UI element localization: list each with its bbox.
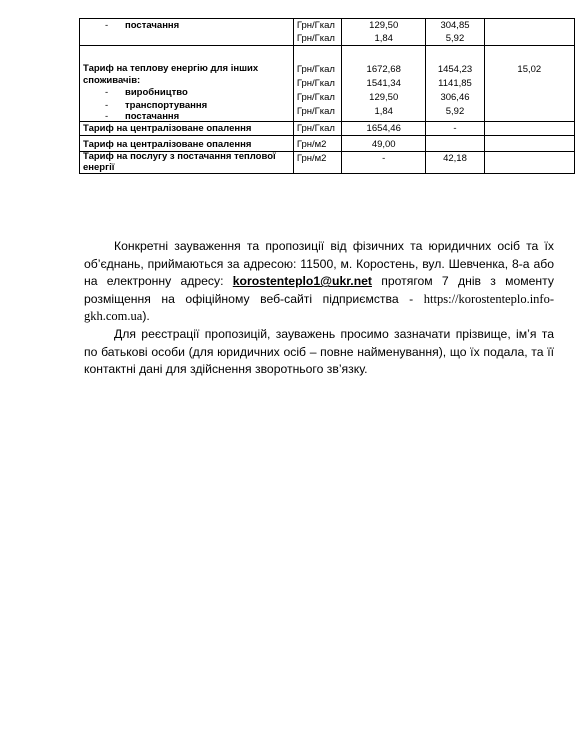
table-row <box>80 19 575 46</box>
email-link[interactable]: korostenteplo1@ukr.net <box>232 274 372 289</box>
row-label: Тариф на централізоване опалення <box>80 136 294 152</box>
value: 304,85 <box>440 20 470 31</box>
unit: Грн/Гкал <box>296 106 335 117</box>
value: 129,50 <box>369 92 399 103</box>
row-label <box>80 19 294 46</box>
value: 306,46 <box>440 92 470 103</box>
table-row <box>80 152 575 174</box>
value-cell <box>484 136 574 152</box>
paragraph-text: ). <box>142 309 150 324</box>
value-cell: 42,18 <box>426 152 484 174</box>
paragraph-registration: Для реєстрації пропозицій, зауважень просимо зазначати прізвище, ім’я та по батькові особи (для юридичних осіб – повне найменування), що їх подала, та її контактні дані для здійснення зворотнього зв’язку. <box>84 326 554 377</box>
value-cell <box>484 122 574 136</box>
value: 5,92 <box>445 106 465 117</box>
value-cell <box>484 19 574 46</box>
value: 1541,34 <box>366 78 401 89</box>
table-row <box>80 46 575 122</box>
item-transport: - транспортування <box>83 99 290 112</box>
value-cell: 1654,46 <box>342 122 426 136</box>
value-cell <box>342 19 426 46</box>
value-cell <box>426 19 484 46</box>
value-cell <box>342 46 426 122</box>
value: 5,92 <box>445 33 465 44</box>
row-label-text: Тариф на теплову енергію для інших споживачів: <box>83 63 259 86</box>
value-cell <box>484 152 574 174</box>
paragraph-text: Конкретні зауваження та пропозиції від фізичних та юридичних осіб та їх об’єднань, приймаються за адресою: 11500, м. Коростень, вул. Шевченка, 8-а або на електронну адресу: <box>84 239 554 289</box>
value-cell: - <box>426 122 484 136</box>
value: 1672,68 <box>366 64 401 75</box>
paragraph-text: протягом 7 днів з моменту розміщення на офіційному веб-сайті підприємства - <box>84 274 554 306</box>
value: 129,50 <box>369 20 399 31</box>
value: 1454,23 <box>437 64 473 75</box>
unit: Грн/Гкал <box>296 78 335 89</box>
value: 1,84 <box>374 106 393 117</box>
unit-cell: Грн/м2 <box>293 136 341 152</box>
table-row <box>80 122 575 136</box>
unit-cell <box>293 19 341 46</box>
value-cell <box>426 136 484 152</box>
item-supply: - постачання <box>83 112 290 121</box>
item-supply: - постачання <box>83 19 290 32</box>
value-cell <box>426 46 484 122</box>
item-production: - виробництво <box>83 86 290 99</box>
value: 15,02 <box>517 64 542 75</box>
value: 1141,85 <box>438 78 472 89</box>
unit: Грн/Гкал <box>296 20 335 31</box>
unit-cell <box>293 46 341 122</box>
unit: Грн/Гкал <box>296 33 335 44</box>
unit: Грн/Гкал <box>296 64 335 75</box>
unit: Грн/Гкал <box>296 92 335 103</box>
unit-cell: Грн/м2 <box>293 152 341 174</box>
value-cell: 49,00 <box>342 136 426 152</box>
unit-cell: Грн/Гкал <box>293 122 341 136</box>
website-link[interactable]: https://korostenteplo.info-gkh.com.ua <box>84 291 554 324</box>
paragraph-contacts <box>84 238 554 326</box>
table-row <box>80 136 575 152</box>
row-label: Тариф на централізоване опалення <box>80 122 294 136</box>
row-label: Тариф на послугу з постачання теплової енергії <box>80 152 294 174</box>
row-label <box>80 46 294 122</box>
tariff-table <box>79 18 575 174</box>
value-cell: - <box>342 152 426 174</box>
announcement-text <box>84 238 554 379</box>
value-cell <box>484 46 574 122</box>
value: 1,84 <box>374 33 393 44</box>
